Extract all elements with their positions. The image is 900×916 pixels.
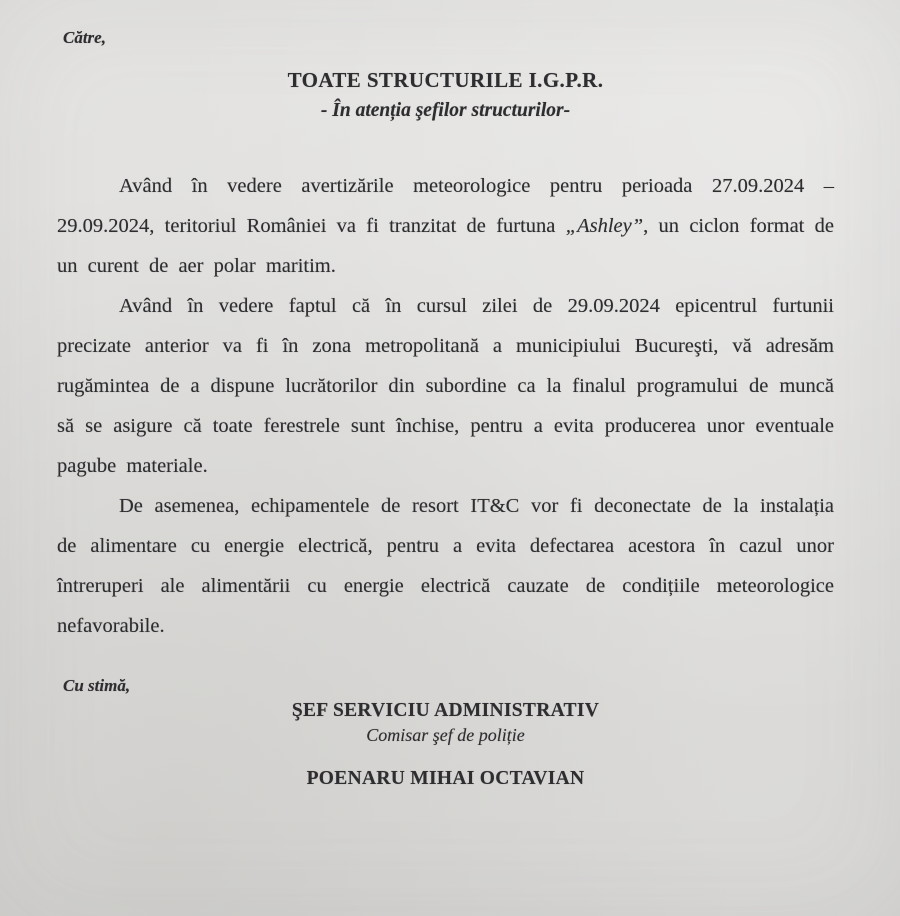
signature-block [57, 700, 834, 790]
letter-body [57, 166, 834, 646]
salutation: Către, [63, 28, 106, 47]
paragraph-2: Având în vedere faptul că în cursul zilei de 29.09.2024 epicentrul furtunii precizate anterior va fi în zona metropolitană a municipiului Bucureşti, vă adresăm rugămintea de a dispune lucrătorilor din subordine ca la finalul programului de muncă să se asigure că toate ferestrele sunt închise, pentru a evita producerea unor eventuale pagube materiale. [57, 295, 834, 477]
paragraph-3: De asemenea, echipamentele de resort IT&C vor fi deconectate de la instalația de alimentare cu energie electrică, pentru a evita defectarea acestora în cazul unor întreruperi ale alimentării cu energie electrică cauzate de condițiile meteorologice nefavorabile. [57, 495, 834, 637]
signature-name: POENARU MIHAI OCTAVIAN [306, 768, 585, 789]
paragraph-1 [57, 166, 834, 286]
recipient-title: TOATE STRUCTURILE I.G.P.R. [287, 68, 604, 92]
signature-role: ŞEF SERVICIU ADMINISTRATIV [291, 700, 600, 721]
closing-salutation: Cu stimă, [63, 676, 131, 695]
signature-rank: Comisar şef de poliție [366, 725, 525, 745]
attention-line: - În atenția şefilor structurilor- [320, 100, 571, 121]
paragraph-1-text-start: Având în vedere avertizările meteorologice pentru perioada 27.09.2024 – 29.09.2024, teritoriul României va fi tranzitat de furtuna [57, 175, 834, 237]
storm-name: „Ashley” [565, 215, 644, 237]
paragraph-1-text-end: , un ciclon format de un curent de aer polar maritim. [57, 215, 834, 277]
